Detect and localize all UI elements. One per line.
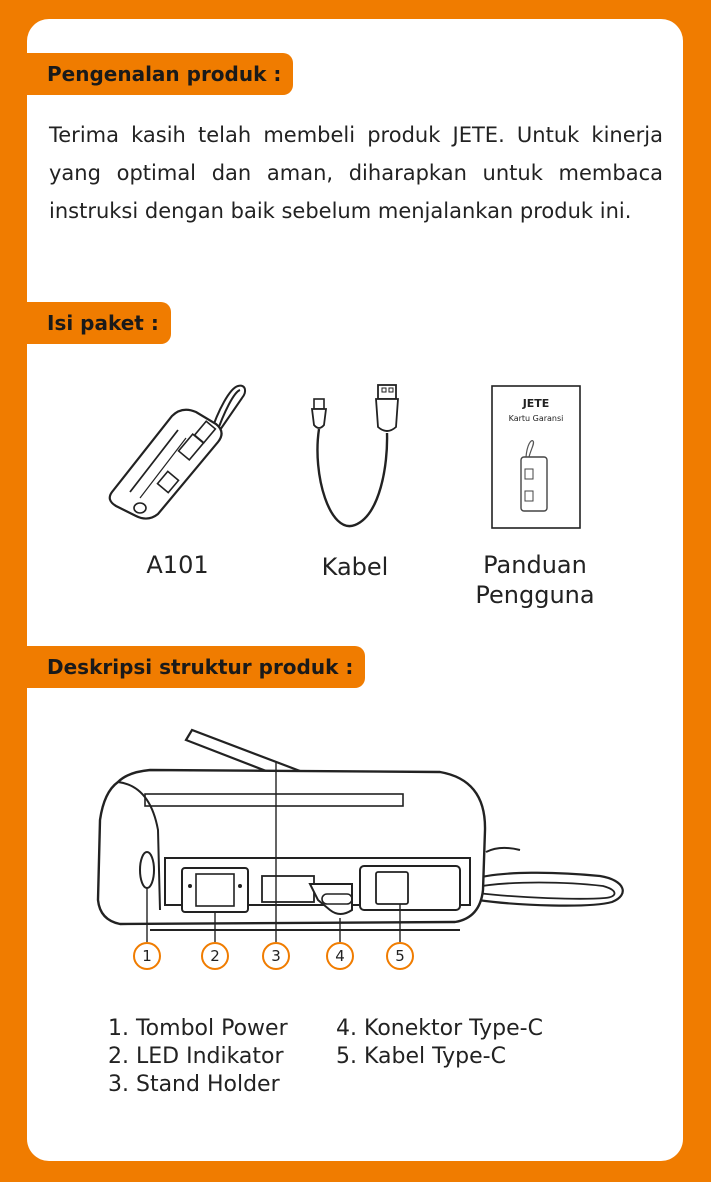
package-item-cable: Kabel: [321, 553, 389, 581]
svg-text:3: 3: [271, 947, 281, 965]
callout-5: [387, 943, 413, 969]
svg-text:1: 1: [142, 947, 152, 965]
legend-item-led: 2. LED Indikator: [108, 1044, 284, 1069]
legend-left: [108, 1015, 288, 1099]
callout-1: [134, 943, 160, 969]
callout-markers: [134, 943, 413, 969]
legend-right: [336, 1015, 543, 1071]
legend-item-connector: 4. Konektor Type-C: [336, 1016, 543, 1041]
structure-heading: Deskripsi struktur produk :: [27, 646, 365, 688]
intro-heading: Pengenalan produk :: [27, 53, 293, 95]
power-button-illustration: [140, 852, 154, 888]
type-c-cable-illustration: [360, 866, 460, 910]
guide-brand: JETE: [522, 397, 550, 410]
legend-item-stand: 3. Stand Holder: [108, 1072, 280, 1097]
legend-item-power: 1. Tombol Power: [108, 1016, 288, 1041]
svg-text:2: 2: [210, 947, 220, 965]
guide-subtitle: Kartu Garansi: [508, 414, 564, 423]
package-heading: Isi paket :: [27, 302, 171, 344]
callout-4: [327, 943, 353, 969]
svg-text:5: 5: [395, 947, 405, 965]
strap-illustration: [470, 873, 623, 906]
svg-text:4: 4: [335, 947, 345, 965]
legend-item-cable: 5. Kabel Type-C: [336, 1044, 506, 1069]
package-item-device: A101: [146, 551, 209, 579]
callout-2: [202, 943, 228, 969]
package-item-guide: Panduan Pengguna: [475, 551, 595, 609]
intro-text: Terima kasih telah membeli produk JETE. Untuk kinerja yang optimal dan aman, diharapkan untuk membaca instruksi dengan baik sebelum menjalankan produk ini.: [49, 123, 663, 223]
callout-3: [263, 943, 289, 969]
